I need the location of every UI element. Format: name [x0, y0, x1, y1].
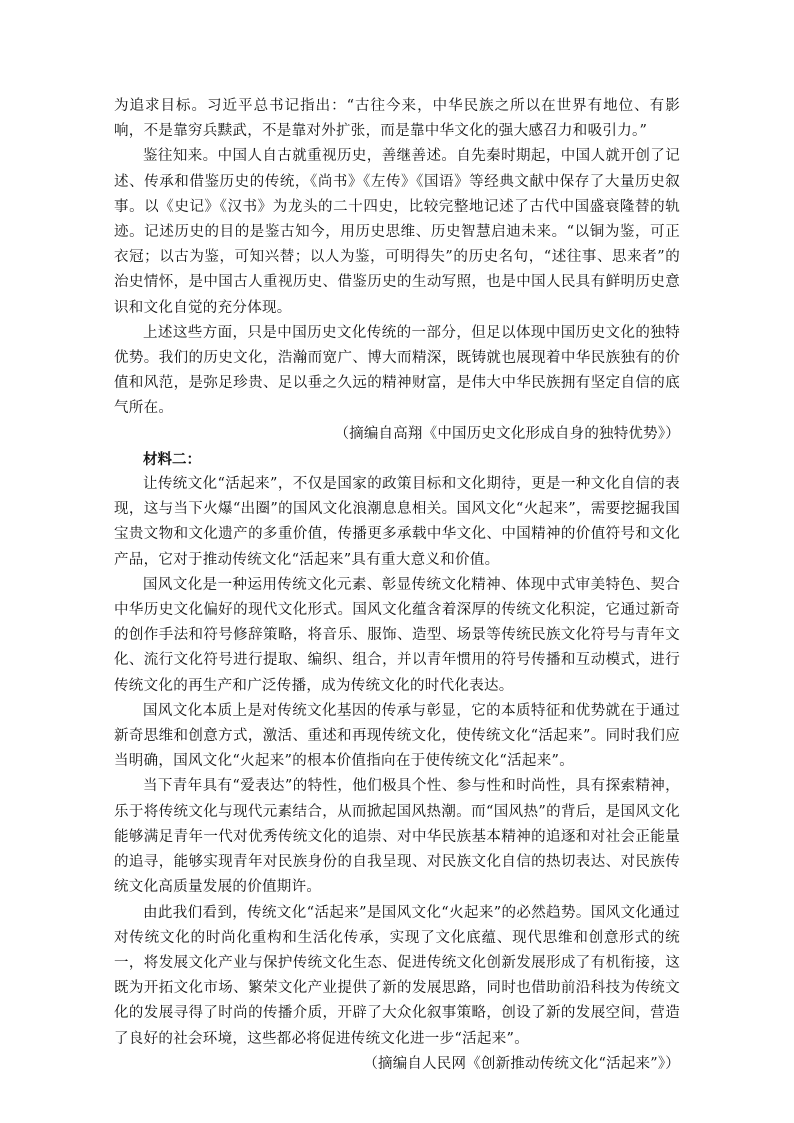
material-2-heading: 材料二： — [143, 450, 201, 468]
paragraph-guofeng-essence: 国风文化本质上是对传统文化基因的传承与彰显，它的本质特征和优势就在于通过新奇思维和创意方式，激活、重述和再现传统文化，使传统文化“活起来”。同时我们应当明确，国风文化“火起来”的根本价值指向在于使传统文化“活起来”。 — [114, 702, 680, 770]
paragraph-continuation: 为追求目标。习近平总书记指出：“古往今来，中华民族之所以在世界有地位、有影响，不是靠穷兵黩武，不是靠对外扩张，而是靠中华文化的强大感召力和吸引力。” — [114, 98, 680, 140]
paragraph-history-tradition: 鉴往知来。中国人自古就重视历史，善继善述。自先秦时期起，中国人就开创了记述、传承和借鉴历史的传统，《尚书》《左传》《国语》等经典文献中保存了大量历史叙事。以《史记》《汉书》为龙头的二十四史，比较完整地记述了古代中国盛衰隆替的轨迹。记述历史的目的是鉴古知今，用历史思维、历史智慧启迪未来。“以铜为鉴，可正衣冠；以古为鉴，可知兴替；以人为鉴，可明得失”的历史名句，“述往事、思来者”的治史情怀，是中国古人重视历史、借鉴历史的生动写照，也是中国人民具有鲜明历史意识和文化自觉的充分体现。 — [114, 148, 680, 316]
paragraph-history-summary: 上述这些方面，只是中国历史文化传统的一部分，但足以体现中国历史文化的独特优势。我们的历史文化，浩瀚而宽广、博大而精深，既铸就也展现着中华民族独有的价值和风范，是弥足珍贵、足以垂之久远的精神财富，是伟大中华民族拥有坚定自信的底气所在。 — [114, 324, 680, 417]
source-citation-1: （摘编自高翔《中国历史文化形成自身的独特优势》） — [334, 425, 680, 442]
paragraph-youth-expression: 当下青年具有“爱表达”的特性，他们极具个性、参与性和时尚性，具有探索精神，乐于将传统文化与现代元素结合，从而掀起国风热潮。而“国风热”的背后，是国风文化能够满足青年一代对优秀传统文化的追崇、对中华民族基本精神的追逐和对社会正能量的追寻，能够实现青年对民族身份的自我呈现、对民族文化自信的热切表达、对民族传统文化高质量发展的价值期许。 — [114, 778, 680, 896]
paragraph-conclusion: 由此我们看到，传统文化“活起来”是国风文化“火起来”的必然趋势。国风文化通过对传统文化的时尚化重构和生活化传承，实现了文化底蕴、现代思维和创意形式的统一，将发展文化产业与保护传统文化生态、促进传统文化创新发展形成了有机衔接，这既为开拓文化市场、繁荣文化产业提供了新的发展思路，同时也借助前沿科技为传统文化的发展寻得了时尚的传播介质，开辟了大众化叙事策略，创设了新的发展空间，营造了良好的社会环境，这些都必将促进传统文化进一步“活起来”。 — [114, 904, 680, 1047]
paragraph-guofeng-definition: 国风文化是一种运用传统文化元素、彰显传统文化精神、体现中式审美特色、契合中华历史文化偏好的现代文化形式。国风文化蕴含着深厚的传统文化积淀，它通过新奇的创作手法和符号修辞策略，将音乐、服饰、造型、场景等传统民族文化符号与青年文化、流行文化符号进行提取、编织、组合，并以青年惯用的符号传播和互动模式，进行传统文化的再生产和广泛传播，成为传统文化的时代化表达。 — [114, 576, 680, 694]
source-citation-2: （摘编自人民网《创新推动传统文化“活起来”》） — [363, 1055, 680, 1072]
paragraph-tradition-alive: 让传统文化“活起来”，不仅是国家的政策目标和文化期待，更是一种文化自信的表现，这与当下火爆“出圈”的国风文化浪潮息息相关。国风文化“火起来”，需要挖掘我国宝贵文物和文化遗产的多重价值，传播更多承载中华文化、中国精神的价值符号和文化产品，它对于推动传统文化“活起来”具有重大意义和价值。 — [114, 476, 680, 568]
